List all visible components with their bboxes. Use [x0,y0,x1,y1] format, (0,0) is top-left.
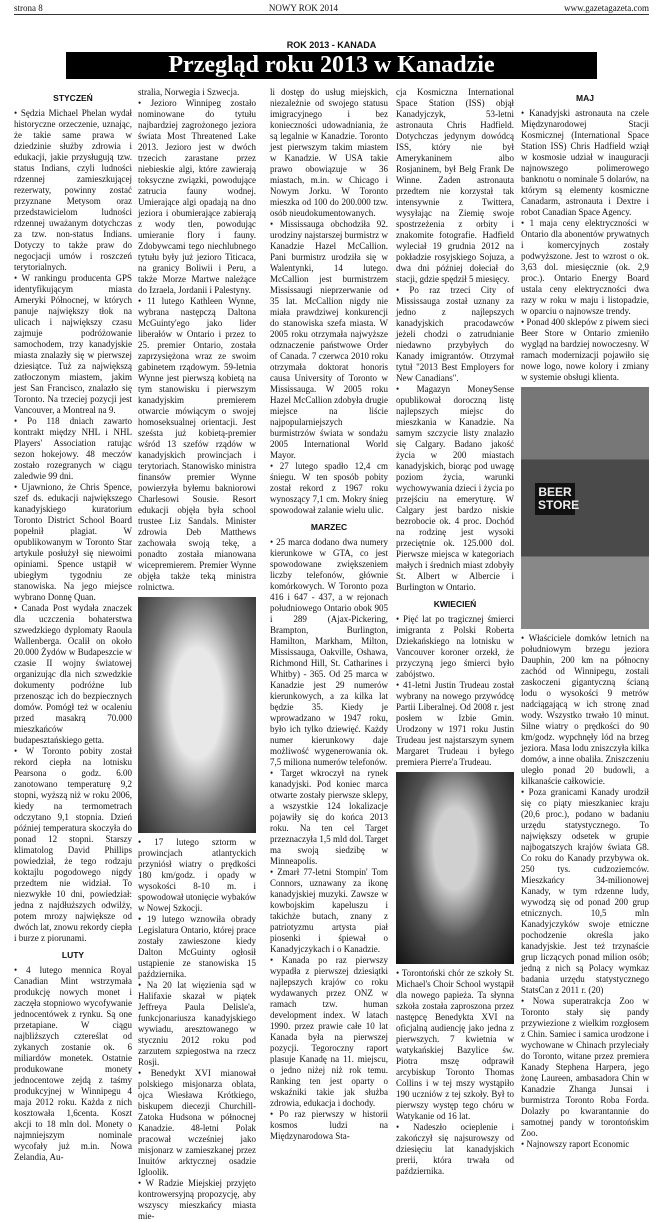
paragraph: • Kanadyjski astronauta na czele Międzynarodowej Stacji Kosmicznej (International Space Station ISS) Chris Hadfield wziął w kosmosie udział w inauguracji najnowszego polimerowego banknotu o nominale 5 dolarów, na którym są elementy kosmiczne Canadarm, astronauta i Dextre i robot Canadian Space Agency. [521,108,649,217]
paragraph: li dostęp do usług miejskich, niezależnie od swojego statusu imigracyjnego i bez konieczności udowadniania, że są legalnie w Kanadzie. Toronto jest pierwszym takim miastem w Kanadzie. W USA takie prawo obowiązuje w 36 miastach, m.in. w Chicago i Nowym Jorku. W Toronto mieszka od 100 do 200.000 tzw. osób nieudokumentowanych. [270,87,388,218]
paragraph: • Ponad 400 sklepów z piwem sieci Beer Store w Ontario zmieniło wygląd na bardziej nowoczesny. W ramach modernizacji pojawiło się nowe logo, nowe kolory i zmiany w systemie obsługi klienta. [521,317,649,382]
column-1 [14,87,132,1162]
paragraph: • 25 marca dodano dwa numery kierunkowe w GTA, co jest spowodowane zwiększeniem liczby telefonów, głównie komórkowych. W Toronto poza 416 i 647 - 437, a w rejonach południowego Ontario obok 905 i 289 (Ajax-Pickering, Brampton, Burlington, Hamilton, Markham, Milton, Mississauga, Oakville, Oshawa, Richmond Hill, St. Catharines i Whitby) - 365. Od 25 marca w Kanadzie jest 29 numerów kierunkowych, a za kilka lat będzie 35. Kiedy je wprowadzano w 1947 roku, było ich tylko dziewięć. Każdy numer kierunkowy daje możliwość wygenerowania ok. 7,5 miliona numerów telefonów. [270,537,388,767]
paragraph: cja Kosmiczna International Space Station (ISS) objął Kanadyjczyk, 53-letni astronauta Chris Hadfield. Dotychczas jedynym dowódcą ISS, który nie był Amerykaninem albo Rosjaninem, był Belg Frank De Winne. Zaden astronauta przedtem nie korzystał tak intensywnie z Twittera, wysyłając na Ziemię swoje spostrzeżenia z orbity i znakomite fotografie. Hadfield wyleciał 19 grudnia 2012 na pokładzie rosyjskiego Sojuza, a dwa dni później dołeciał do stacji, gdzie spędził 5 miesięcy. [396,87,514,284]
paragraph: • Po raz pierwszy w historii kosmos ludzi na Międzynarodowa Sta- [270,1109,388,1141]
column-4 [396,87,514,1176]
paragraph: • W Radzie Miejskiej przyjęto kontrowersyjną propozycję, aby wszyscy mieszkańcy miasta mie- [138,1178,256,1221]
paragraph: • W rankingu producenta GPS identyfikującym miasta Ameryki Północnej, w których panuje największy tłok na ulicach i największy czasu zajmuje podróżowanie samochodem, trzy kanadyjskie miasta znalazły się w pierwszej dziesiątce. Tuż za największą zatłoczonym miastem, jakim jest San Francisco, znalazło się Toronto. Na trzeciej pozycji jest Vancouver, a Montreal na 9. [14,273,132,415]
paragraph: • Benedykt XVI mianował polskiego misjonarza oblata, ojca Wiesława Krótkiego, biskupem diecezji Churchill-Zatoka Hudsona w północnej Kanadzie. 48-letni Polak pracował wcześniej jako misjonarz w zamieszkanej przez Inuitów arktycznej osadzie Igloolik. [138,1068,256,1177]
paragraph: • Na 20 lat więzienia sąd w Halifaxie skazał w piątek Jeffreya Paula Delisle'a, funkcjonariusza kanadyjskiego wywiadu, aresztowanego w styczniu 2012 roku pod zarzutem szpiegostwa na rzecz Rosji. [138,980,256,1067]
portrait-photo-man [396,772,514,964]
paragraph: • 11 lutego Kathleen Wynne, wybrana następczą Daltona McGuinty'ego jako lider liberałów w Ontario i przez to 25. premier Ontario, została zaprzysiężona wraz ze swoim gabinetem rządowym. 59-letnia Wynne jest pierwszą kobietą na tym stanowisku i pierwszym kanadyjskim premierem otwarcie mówiącym o swojej homoseksualnej orientacji. Jest sześsta już kobietą-premier wśród 13 szefów rządów w kanadyjskich prowincjach i terytoriach. Stanowisko ministra finansów premier Wynne powierzyła byłemu bakniorowi Charlesowi Sousie. Resort edukacji objęła była school trustee Liz Sandals. Minister zdrowia Deb Matthews zachowała swoją tekę, a ponadto została mianowana wicepremierem. Premier Wynne objęła także teką ministra rolnictwa. [138,296,256,592]
paragraph: • 1 maja ceny elektryczności w Ontario dla abonentów prywatnych i komercyjnych zostały podwyższone. Jest to wzrost o ok. 3,63 dol. miesięcznie (ok. 2,9 proc.). Ontario Energy Board ustala ceny elektryczności dwa razy w roku w maju i listopadzie, w oparciu o najnowsze trendy. [521,218,649,316]
paragraph: • W Toronto pobity został rekord ciepła na lotnisku Pearsona o godz. 6.00 zanotowano temperaturę 9,2 stopni, wyższą niż w roku 2006, kiedy na termometrach odczytano 9,1 stopnia. Dzień później temperatura skoczyła do ponad 12 stopni. Starszy klimatolog David Phillips powiedział, że tego rodzaju koktajlu pogodowego nigdy przedtem nie widział. To niezwykłe 10 dni, powiedział: jedna z najdłuższych odwilży, potem mrozy największe od dwóch lat, znowu rekordy ciepła i burze z piorunami. [14,746,132,943]
paragraph: • Nadeszło ocieplenie i zakończył się najsurowszy od dziesięciu lat kanadyjskich prerii, która trwała od października. [396,1122,514,1176]
month-heading-luty: LUTY [61,950,85,960]
paragraph: • Torontoński chór ze szkoły St. Michael's Choir School wystąpił dla nowego papieża. Ta słynna szkoła została zaproszona przez następcę Benedykta XVI na oficjalną audiencję jako jedna z pierwszych. 7 kwietnia w watykańskiej Bazylice św. Piotra mszę odprawił arcybiskup Toronto Thomas Collins i w tej mszy wystąpiło 190 uczniów z tej szkoły. Był to pierwszy występ tego chóru w Watykanie od 16 lat. [396,968,514,1121]
page-number: strona 8 [14,3,43,13]
article-title: Przegląd roku 2013 w Kanadzie [66,52,597,79]
paragraph: • Nowa superatrakcja Zoo w Toronto stały się pandy przywiezione z wielkim rozgłosem z Chin. Samiec i samica urodzone i wychowane w Chinach przyleciały do Toronto, witane przez premiera Kanady Stephena Harpera, jego żonę Laureen, ambasadora Chin w Kanadzie Zhanga Junsai i burmistrza Toronto Roba Forda. Dolazły po kwarantannie do samotnej pandy w torontońskim Zoo. [521,996,649,1138]
month-heading-styczen: STYCZEŃ [53,93,93,103]
section-tag: ROK 2013 - KANADA [286,40,377,50]
store-photo [521,387,649,629]
portrait-photo-woman [138,597,256,833]
paragraph: • Zmarł 77-letni Stompin' Tom Connors, uznawany za ikonę kanadyjskiej muzyki. Zawsze w kowbojskim kapeluszu i takichże butach, znany z patriotyzmu artysta piał piosenki i śpiewał o Kanadyjczykach i o Kanadzie. [270,867,388,954]
month-heading-maj: MAJ [576,93,594,103]
paragraph: • Kanada po raz pierwszy wypadła z pierwszej dziesiątki najlepszych krajów co roku wydawanych przez ONZ w ramach tzw. human development index. W latach 1990. przez prawie całe 10 lat Kanada była na pierwszej pozycji. Tegoroczny raport plasuje Kanadę na 11. miejscu, o jedno niżej niż rok temu. Ranking ten jest oparty o wskaźniki takie jak służba zdrowia, edukacja i dochody. [270,955,388,1108]
paragraph: stralia, Norwegia i Szwecja. [138,87,240,97]
paragraph: • Najnowszy raport Economic [521,1139,630,1149]
month-heading-kwiecien: KWIECIEŃ [433,599,477,609]
paragraph: • Po 118 dniach zawarto kontrakt między NHL i NHL Players' Association ratując sezon hokejowy. 48 meczów zostało rozegranych w ciągu zaledwie 99 dni. [14,416,132,481]
store-sign: BEER STORE [535,483,575,515]
issue-label: NOWY ROK 2014 [268,3,339,13]
paragraph: • Mississauga obchodziła 92. urodziny najstarszej burmistrz w Kanadzie Hazel McCallion. Pani burmistrz urodziła się w Walentynki, 14 lutego. McCallion jest burmistrzem Mississaugi nieprzerwanie od 35 lat. McCallion nigdy nie miała prawdziwej konkurencji do stanowiska szefa miasta. W 2005 roku otrzymała najwyższe odznaczenie państwowe Order of Canada. 7 czerwca 2010 roku otrzymała doktorat honoris causa University of Toronto w Mississauga. W 2005 roku Hazel McCallion zdobyła drugie miejsce na liście najpopularniejszych burmistrzów świata w sondażu 2005 International World Mayor. [270,219,388,460]
site-url: www.gazetagazeta.com [564,3,649,13]
paragraph: • 41-letni Justin Trudeau został wybrany na nowego przywódcę Partii Liberalnej. Od 2008 r. jest posłem w Izbie Gmin. Urodzony w 1971 roku Justin Trudeau jest najstarszym synem Margaret Trudeau i byłego premiera Pierre'a Trudeau. [396,680,514,767]
paragraph: • Poza granicami Kanady urodził się co piąty mieszkaniec kraju (20,6 proc.), podano w badaniu urzędu statystycznego. To największy odsetek w grupie najbogatszych krajów świata G8. Co roku do Kanady przybywa ok. 250 tys. cudzoziemców. Mieszkańcy 34-milionowej Kanady, w tym rdzenne ludy, wywodzą się od ponad 200 grup etnicznych. 10,5 mln Kanadyjczyków swoje etniczne pochodzenie określa jako kanadyjskie. Jest też trzynaście grup liczących ponad milion osób; jedną z nich są Polacy wymkaz badania urzędu statystycznego StatsCan z 2011 r. (20) [521,787,649,995]
column-5 [521,87,649,1149]
paragraph: • Canada Post wydała znaczek dla uczczenia bohaterstwa szwedzkiego dyplomaty Raoula Wallenberga. Ocalił on około 20.000 Żydów w Budapeszcie w czasie II wojny światowej organizując dla nich szwedzkie dokumenty podróżne lub przenosząc ich do bezpiecznych domów. Pomógł też w ocaleniu przed masakrą 70.000 mieszkańców budapesztańskiego getta. [14,603,132,745]
paragraph: • Target wkroczył na rynek kanadyjski. Pod koniec marca otwarte zostały pierwsze sklepy, a wszystkie 124 lokalizacje pojawiły się do końca 2013 roku. Na ten cel Target przeznaczyła 1,5 mld dol. Target ma swoją siedzibę w Minneapolis. [270,768,388,866]
paragraph: • Po raz trzeci City of Mississauga został uznany za jedno z najlepszych kanadyjskich pracodawców jeżeli chodzi o zatrudnianie niedawno przybyłych do Kanady imigrantów. Otrzymał tytuł "2013 Best Employers for New Canadians". [396,285,514,383]
paragraph: • Właściciele domków letnich na południowym brzegu jeziora Dauphin, 200 km na północny zachód od Winnipegu, zostali zaskoczeni gigantyczną ścianą lodu o wysokości 9 metrów nadciągającą w ich stronę znad wody. Wszystko trwało 10 minut. Silne wiatry o prędkości do 90 km/godz. wypchnęły lód na brzeg jeziora. Masa lodu zniszczyła kilka domów, a inne obaliła. Zniszczeniu uległo ponad 20 budowli, a kilkanaście całkowicie. [521,633,649,786]
paragraph: • Magazyn MoneySense opublikował doroczną listę najlepszych miejsc do mieszkania w Kanadzie. Na samym szczycie listy znalazło się Calgary. Badano jakość życia w 200 miastach kanadyjskich, biorąc pod uwagę poziom życia, warunki wychowywania dzieci i życia po przejściu na emeryturę. W Calgary jest bardzo niskie bezrobocie ok. 4 proc. Dochód na rodzinę jest wysoki przeciętnie ok. 125.000 dol. Pierwsze miejsca w kategoriach małych i średnich miast zdobyły St. Albert w Albercie i Burlington w Ontario. [396,384,514,592]
paragraph: • Ujawniono, że Chris Spence, szef ds. edukacji największego kanadyjskiego kuratorium Toronto District School Board popełnił plagiat. W opublikowanym w Toronto Star artykule posłużył się niewoimi opiniami. Spence ustąpił w ubiegłym tygodniu ze stanowiska. Na jego miejsce wybrano Donnę Quan. [14,482,132,602]
paragraph: • 17 lutego sztorm w prowincjach atlantyckich przyniósł wiatry o prędkości 180 km/godz. i opady w wysokości 8-10 m. i spowodował utonięcie wybaków w Nowej Szkocji. [138,837,256,913]
month-heading-marzec: MARZEC [310,522,348,532]
paragraph: • Sędzia Michael Phelan wydał historyczne orzeczenie, uznając, że takie same prawa w dziedzinie służby zdrowia i edukacji, jakie przysługują tzw. status Indians, czyli ludności rdzennej zamieszkującej rezerwaty, powinny zostać przyznane Metysom oraz przedstawicielom ludności rdzennej uważanym dotychczas za tzw. non-status Indians. Dotyczy to także praw do negocjacji umów i roszczeń terytorialnych. [14,108,132,272]
paragraph: • Pięć lat po tragicznej śmierci imigranta z Polski Roberta Dziekańskiego na lotnisku w Vancouver koroner orzekł, że przyczyną jego śmierci było zabójstwo. [396,614,514,679]
page-header [14,3,649,15]
column-2 [138,87,256,1221]
paragraph: • Jezioro Winnipeg zostało nominowane do tytułu najbardziej zagrożonego jeziora świata Most Threatened Lake 2013. Jezioro jest w dwóch trzecich zarastane przez niebieskie algi, które zawierają toksyczne związki, powodujące zatrucia fauny wodnej. Umierające algi opadają na dno jeziora i obumierające zabierają z wody tlen, powodując umieranie flory i fauny. Zdobywcami tego niechlubnego tytułu były już jezioro Titicaca, na granicy Boliwii i Peru, a także Morze Martwe należące do Izraela, Jordanii i Palestyny. [138,98,256,295]
paragraph: • 27 lutego spadło 12,4 cm śniegu. W ten sposób pobity został rekord z 1967 roku wynoszący 7,1 cm. Mokry śnieg spowodował zalanie wielu ulic. [270,461,388,515]
paragraph: • 4 lutego mennica Royal Canadian Mint wstrzymała produkcję nowych monet i zaczęła stopniowo wycofywanie jednocentówek z rynku. Są one przetapiane. W ciągu najbliższych cztereślat od zykanych zostanie ok. 6 miliardów monetek. Ostatnie produkowane monety jednocentowe zejdą z taśmy produkcyjnej w Winnipegu 4 maja 2012 roku. Każda z nich kosztowała 1,6centa. Koszt akcji to 18 mln dol. Monety o najmniejszym nominale wycofały już m.in. Nowa Zelandia, Au- [14,965,132,1162]
column-3 [270,87,388,1141]
paragraph: • 19 lutego wznowiła obrady Legislatura Ontario, której prace zostały zawieszone kiedy Dalton McGuinty ogłosił ustąpienie ze stanowiska 15 października. [138,914,256,979]
